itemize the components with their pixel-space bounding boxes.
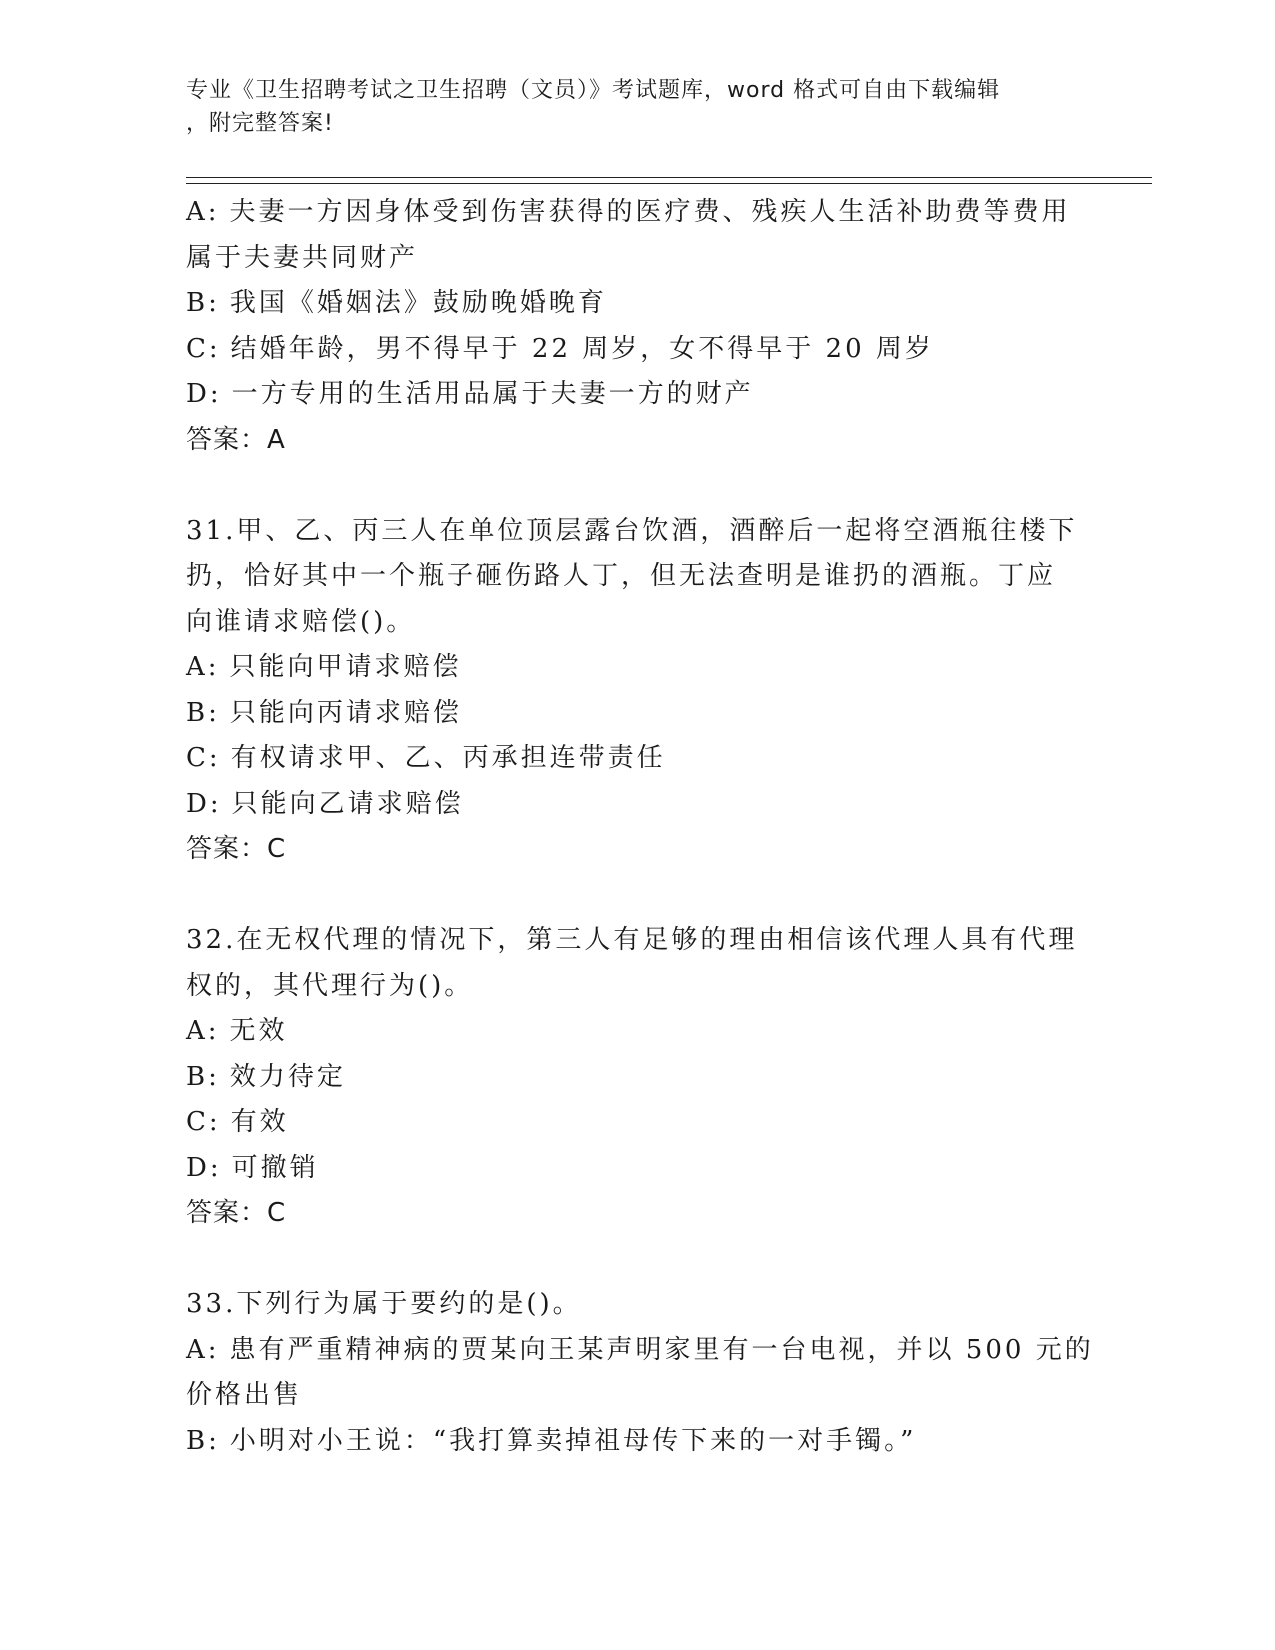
question-content xyxy=(186,190,1094,1464)
option-a-line-2: 属于夫妻共同财产 xyxy=(186,242,419,273)
option-b: B: 小明对小王说：“我打算卖掉祖母传下来的一对手镯。” xyxy=(186,1425,917,1456)
option-a: A: 只能向甲请求赔偿 xyxy=(186,652,462,682)
option-d: D: 一方专用的生活用品属于夫妻一方的财产 xyxy=(186,379,754,409)
option-a-line-1: A: 夫妻一方因身体受到伤害获得的医疗费、残疾人生活补助费等费用 xyxy=(186,197,1071,227)
option-a: A: 无效 xyxy=(186,1016,288,1046)
header-line-2: ，附完整答案! xyxy=(186,111,334,136)
answer: 答案：C xyxy=(186,1198,287,1228)
header-line-1: 专业《卫生招聘考试之卫生招聘（文员）》考试题库，word 格式可自由下载编辑 xyxy=(186,78,1001,103)
option-c: C: 结婚年龄，男不得早于 22 周岁，女不得早于 20 周岁 xyxy=(186,333,934,364)
spacer xyxy=(186,1237,1086,1283)
option-b: B: 只能向丙请求赔偿 xyxy=(186,697,462,728)
option-c: C: 有权请求甲、乙、丙承担连带责任 xyxy=(186,743,666,773)
spacer xyxy=(186,463,1086,509)
question-stem-line: 31.甲、乙、丙三人在单位顶层露台饮酒，酒醉后一起将空酒瓶往楼下 xyxy=(186,515,1078,546)
question-stem-line: 32.在无权代理的情况下，第三人有足够的理由相信该代理人具有代理 xyxy=(186,925,1078,955)
option-b: B: 我国《婚姻法》鼓励晚婚晚育 xyxy=(186,288,607,318)
answer: 答案：A xyxy=(186,424,286,455)
option-d: D: 只能向乙请求赔偿 xyxy=(186,788,464,819)
question-31 xyxy=(186,509,1086,873)
option-a-line-2: 价格出售 xyxy=(186,1380,303,1410)
spacer xyxy=(186,873,1086,919)
option-d: D: 可撤销 xyxy=(186,1152,319,1183)
question-stem-line: 权的，其代理行为()。 xyxy=(186,970,474,1001)
header-divider-bottom xyxy=(186,183,1152,184)
question-stem-line: 扔，恰好其中一个瓶子砸伤路人丁，但无法查明是谁扔的酒瓶。丁应 xyxy=(186,561,1057,591)
question-32 xyxy=(186,918,1086,1237)
option-c: C: 有效 xyxy=(186,1107,289,1137)
prev-question xyxy=(186,190,1086,463)
option-a-line-1: A: 患有严重精神病的贾某向王某声明家里有一台电视，并以 500 元的 xyxy=(186,1334,1094,1365)
question-stem-line: 向谁请求赔偿()。 xyxy=(186,606,416,637)
option-b: B: 效力待定 xyxy=(186,1061,346,1092)
document-header xyxy=(186,74,1066,140)
answer: 答案：C xyxy=(186,834,287,864)
header-divider-top xyxy=(186,177,1152,178)
question-stem-line: 33.下列行为属于要约的是()。 xyxy=(186,1289,582,1319)
question-33 xyxy=(186,1282,1094,1464)
